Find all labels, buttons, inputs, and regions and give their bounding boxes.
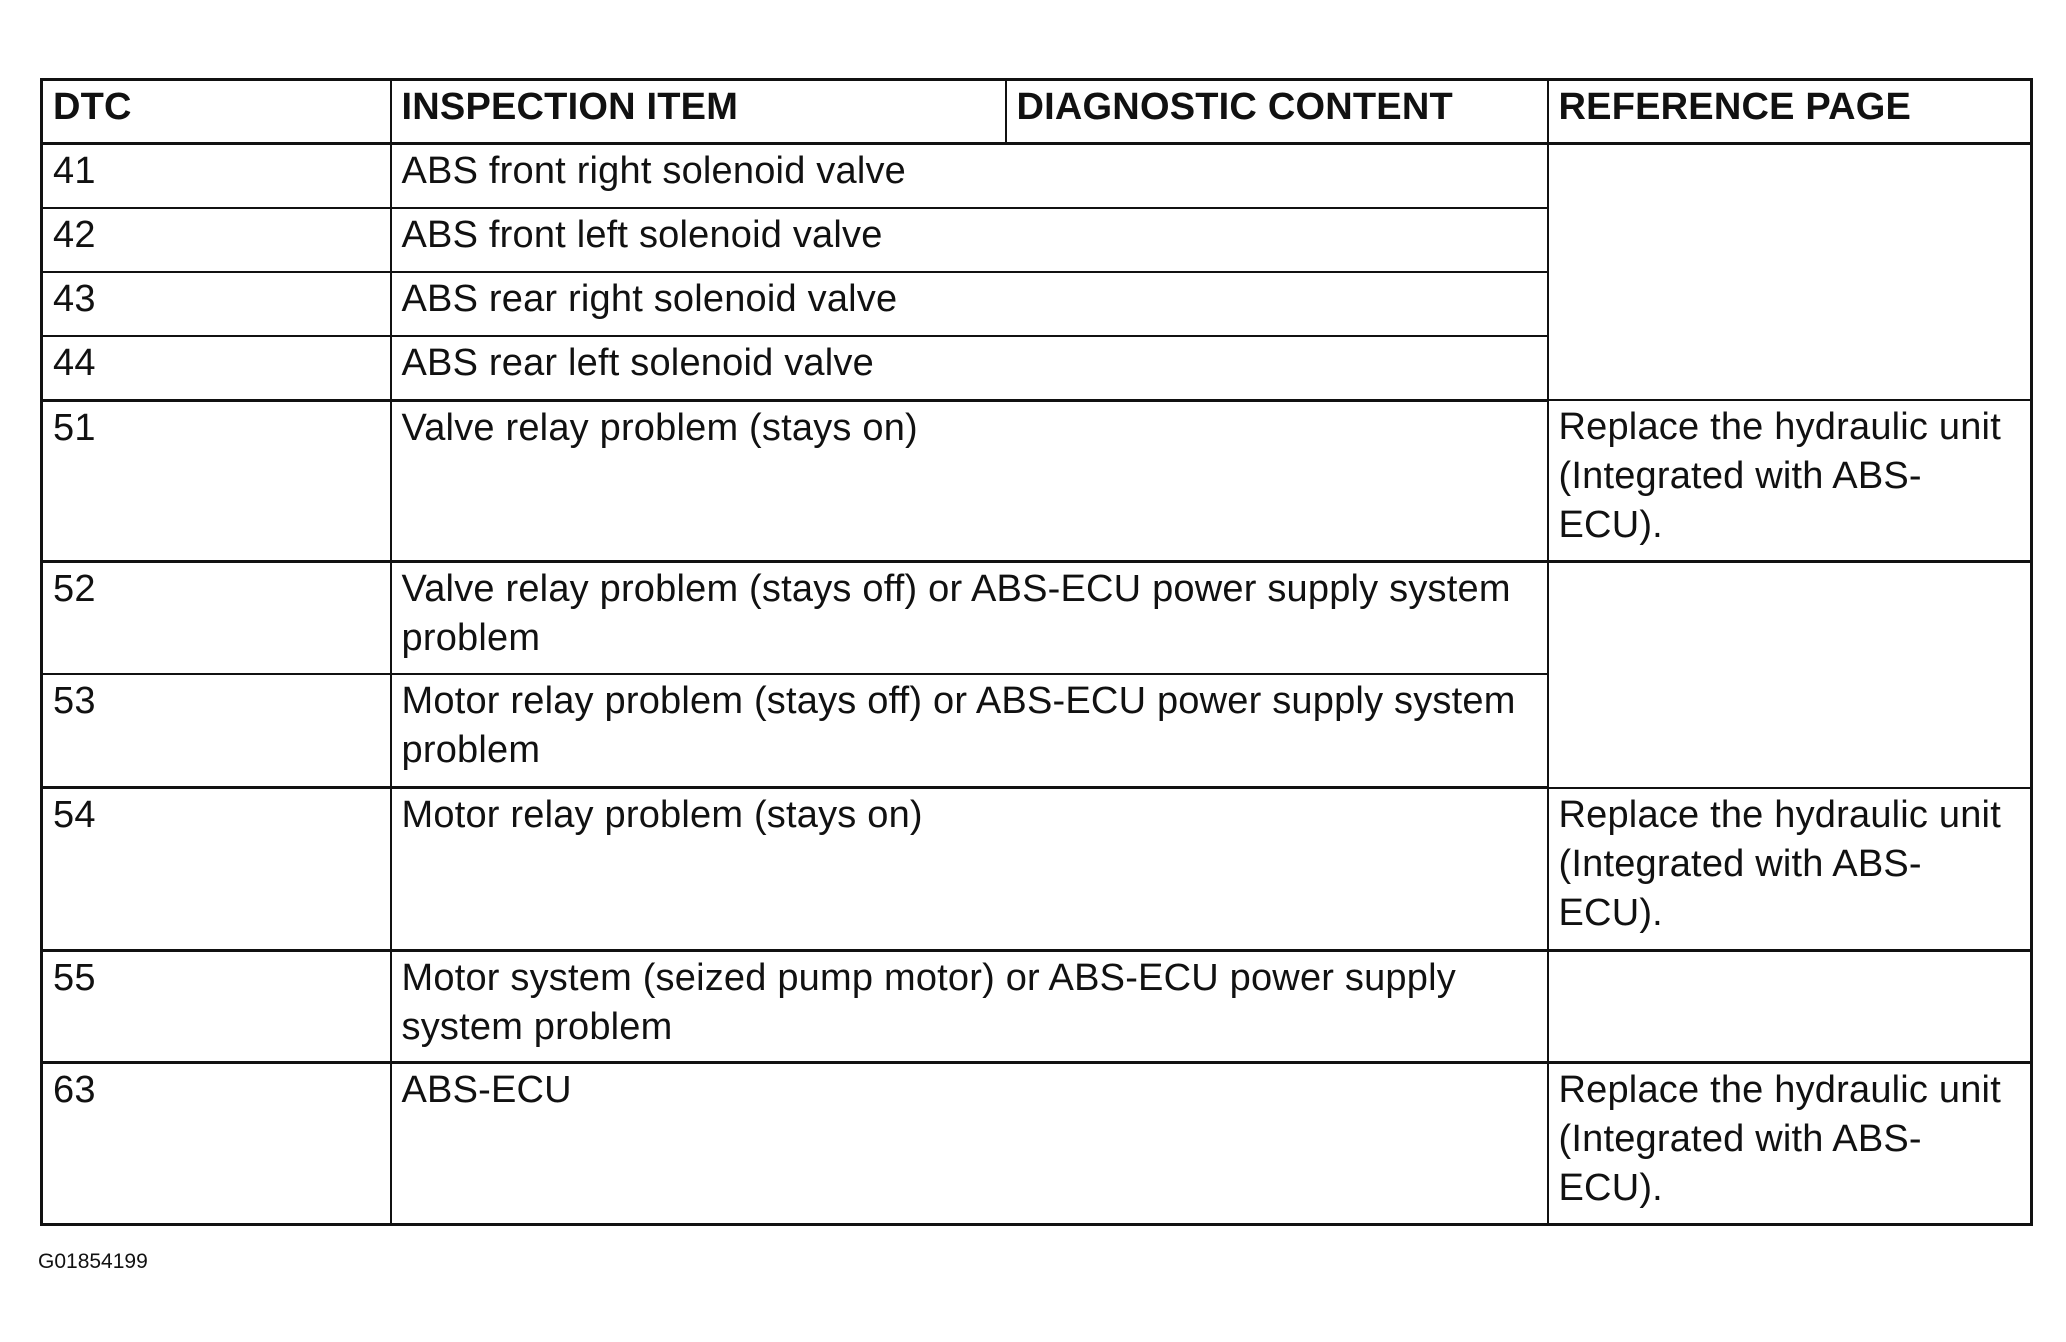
header-dtc: DTC [42, 80, 391, 144]
dtc-code: 43 [42, 272, 391, 336]
reference-page: Replace the hydraulic unit (Integrated with ABS-ECU). [1548, 1063, 2032, 1225]
reference-page: Replace the hydraulic unit (Integrated with ABS-ECU). [1548, 400, 2032, 561]
inspection-item: Valve relay problem (stays on) [391, 400, 1548, 561]
header-row [42, 80, 2032, 144]
table-row [42, 1063, 2032, 1225]
inspection-item: Motor relay problem (stays on) [391, 788, 1548, 951]
inspection-item: ABS-ECU [391, 1063, 1548, 1225]
header-reference-page: REFERENCE PAGE [1548, 80, 2032, 144]
dtc-code: 42 [42, 208, 391, 272]
dtc-code: 51 [42, 400, 391, 561]
dtc-code: 54 [42, 788, 391, 951]
dtc-code: 44 [42, 336, 391, 400]
table-row [42, 950, 2032, 1062]
inspection-item: ABS rear right solenoid valve [391, 272, 1548, 336]
inspection-item: Motor relay problem (stays off) or ABS-ECU power supply system problem [391, 674, 1548, 787]
reference-page [1548, 144, 2032, 401]
inspection-item: ABS rear left solenoid valve [391, 336, 1548, 400]
inspection-item: ABS front right solenoid valve [391, 144, 1548, 208]
dtc-table [40, 78, 2033, 1226]
dtc-code: 55 [42, 950, 391, 1062]
table-row [42, 561, 2032, 674]
dtc-code: 41 [42, 144, 391, 208]
header-diagnostic-content: DIAGNOSTIC CONTENT [1006, 80, 1548, 144]
reference-page [1548, 950, 2032, 1062]
header-inspection-item: INSPECTION ITEM [391, 80, 1006, 144]
dtc-code: 53 [42, 674, 391, 787]
dtc-code: 63 [42, 1063, 391, 1225]
reference-page: Replace the hydraulic unit (Integrated with ABS-ECU). [1548, 788, 2032, 951]
dtc-code: 52 [42, 561, 391, 674]
figure-code: G01854199 [38, 1250, 148, 1273]
table-row [42, 144, 2032, 208]
inspection-item: ABS front left solenoid valve [391, 208, 1548, 272]
inspection-item: Motor system (seized pump motor) or ABS-ECU power supply system problem [391, 950, 1548, 1062]
table-row [42, 788, 2032, 951]
reference-page [1548, 561, 2032, 788]
table-row [42, 400, 2032, 561]
inspection-item: Valve relay problem (stays off) or ABS-ECU power supply system problem [391, 561, 1548, 674]
